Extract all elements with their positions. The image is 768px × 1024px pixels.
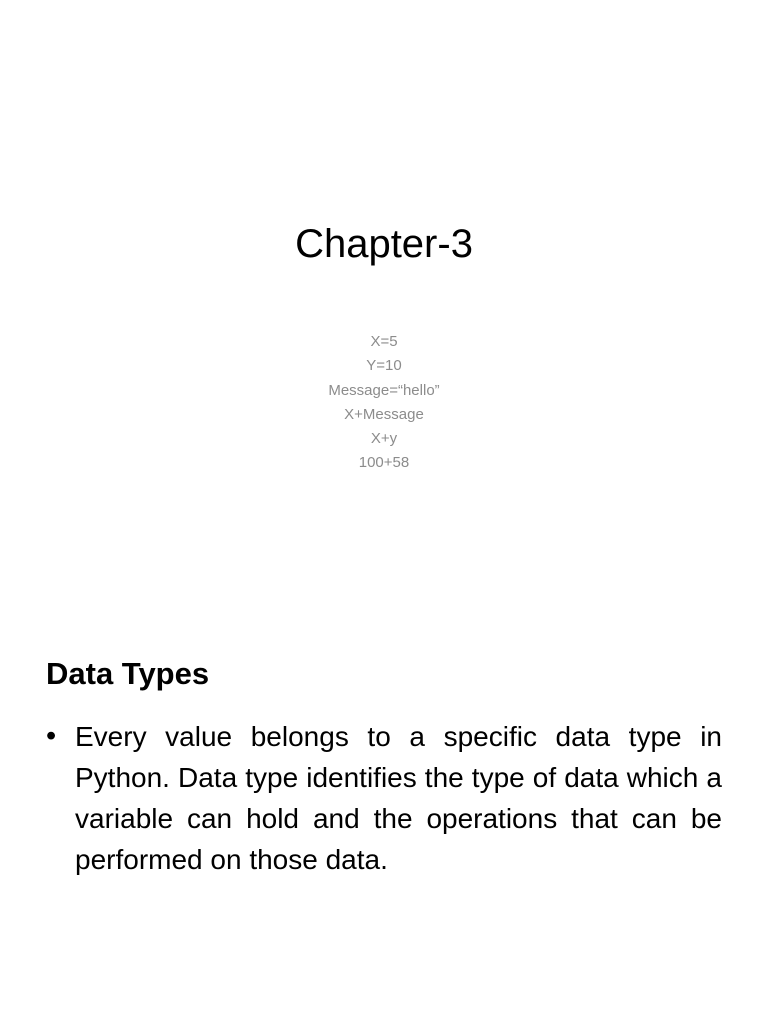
slide-title: Chapter-3 — [295, 222, 473, 266]
code-line: 100+58 — [358, 454, 410, 472]
bullet-icon: • — [46, 720, 57, 752]
code-line: X+Message — [344, 405, 424, 423]
bullet-text: Every value belongs to a specific data type in Python. Data type identifies the type of data which a variable can hold and the operations that can be performed on those data. — [75, 721, 722, 875]
code-line: Y=10 — [366, 357, 402, 375]
code-line: Message=“hello” — [328, 381, 440, 399]
bullet-list — [46, 716, 722, 880]
code-line: X+y — [370, 430, 398, 448]
bullet-item — [46, 716, 722, 880]
content-slide — [0, 576, 768, 1024]
code-line: X=5 — [370, 333, 398, 350]
code-lines — [0, 330, 768, 476]
section-heading: Data Types — [46, 656, 210, 691]
